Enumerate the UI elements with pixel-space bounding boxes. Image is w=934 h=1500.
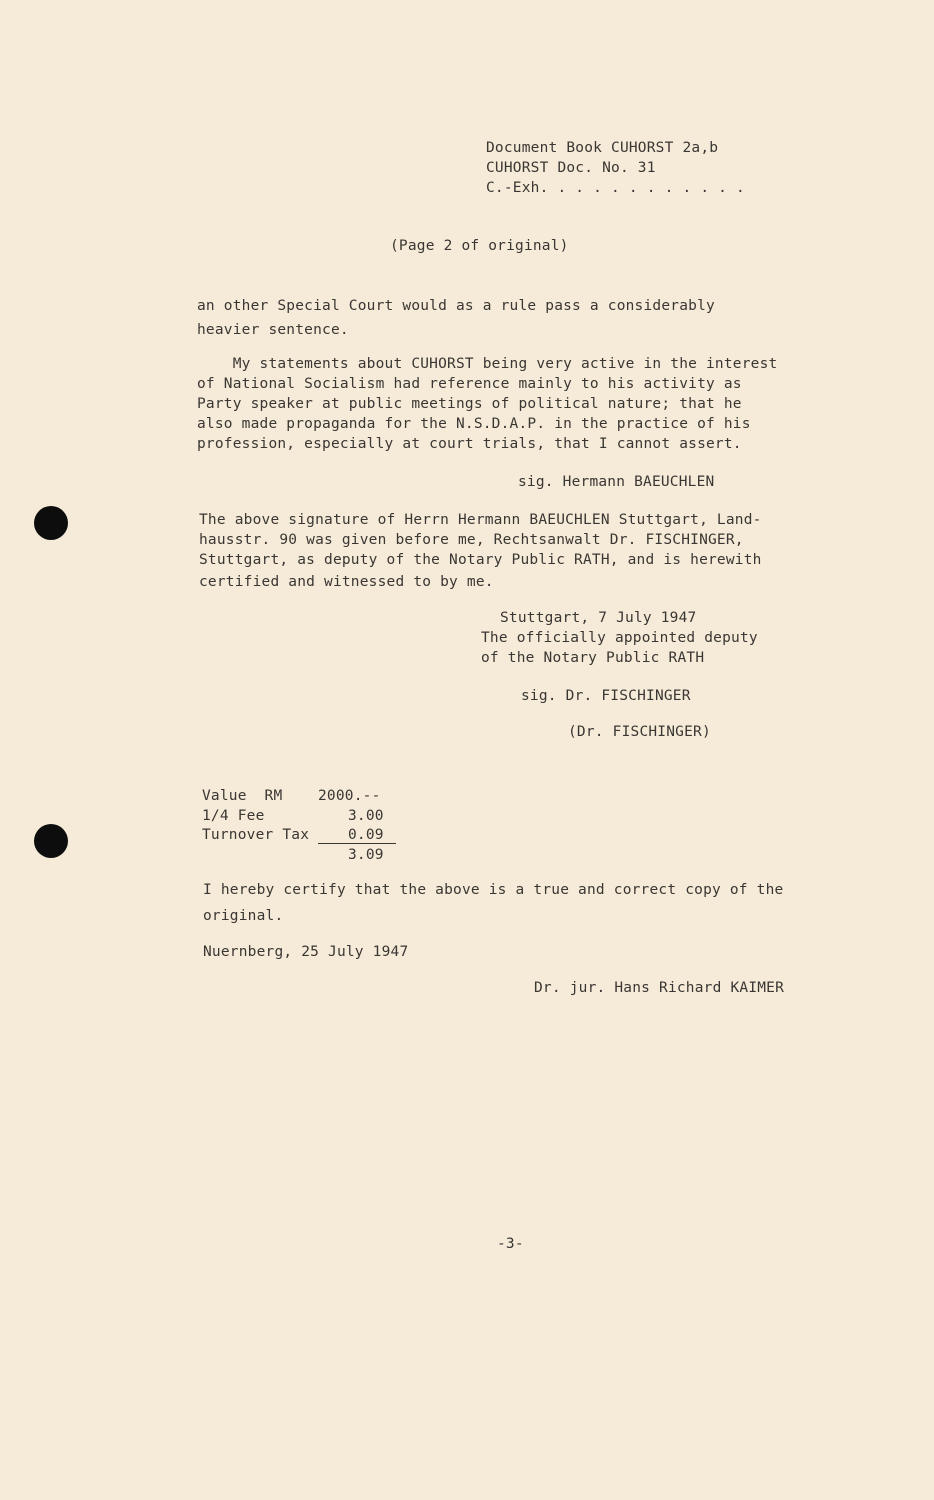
paragraph-2-line-5: profession, especially at court trials, that I cannot assert. (197, 436, 742, 452)
page-of-original-note: (Page 2 of original) (390, 238, 569, 254)
fee-sum-rule (318, 843, 396, 844)
paragraph-1-line-2: heavier sentence. (197, 322, 349, 338)
paragraph-2-line-4: also made propaganda for the N.S.D.A.P. in the practice of his (197, 416, 751, 432)
fee-quarter-label: 1/4 Fee (202, 808, 265, 824)
certifier-name: Dr. jur. Hans Richard KAIMER (534, 980, 785, 996)
fee-quarter-amount: 3.00 (348, 808, 384, 824)
paragraph-3-line-4: certified and witnessed to by me. (199, 574, 494, 590)
signature-baeuchlen: sig. Hermann BAEUCHLEN (518, 474, 715, 490)
paragraph-3-line-3: Stuttgart, as deputy of the Notary Public RATH, and is herewith (199, 552, 762, 568)
notary-name-parenthetical: (Dr. FISCHINGER) (568, 724, 711, 740)
page-number: -3- (497, 1236, 524, 1252)
exhibit-number: C.-Exh. . . . . . . . . . . . (486, 180, 745, 196)
doc-book-reference: Document Book CUHORST 2a,b (486, 140, 719, 156)
paragraph-3-line-2: hausstr. 90 was given before me, Rechtsanwalt Dr. FISCHINGER, (199, 532, 744, 548)
punch-hole-bottom (34, 824, 68, 858)
paragraph-3-line-1: The above signature of Herrn Hermann BAEUCHLEN Stuttgart, Land- (199, 512, 762, 528)
paragraph-2-line-3: Party speaker at public meetings of political nature; that he (197, 396, 742, 412)
paragraph-2-line-1: My statements about CUHORST being very active in the interest (197, 356, 778, 372)
notary-public-line: of the Notary Public RATH (481, 650, 705, 666)
fee-value-amount: 2000.-- (318, 788, 381, 804)
paragraph-1-line-1: an other Special Court would as a rule pass a considerably (197, 298, 715, 314)
punch-hole-top (34, 506, 68, 540)
fee-total: 3.09 (348, 847, 384, 863)
notary-signature: sig. Dr. FISCHINGER (521, 688, 691, 704)
turnover-tax-label: Turnover Tax (202, 827, 310, 843)
certification-line-1: I hereby certify that the above is a true and correct copy of the (203, 882, 784, 898)
turnover-tax-amount: 0.09 (348, 827, 384, 843)
certification-place-date: Nuernberg, 25 July 1947 (203, 944, 409, 960)
notary-place-date: Stuttgart, 7 July 1947 (500, 610, 697, 626)
fee-value-label: Value RM (202, 788, 283, 804)
paragraph-2-line-2: of National Socialism had reference mainly to his activity as (197, 376, 742, 392)
doc-number: CUHORST Doc. No. 31 (486, 160, 656, 176)
notary-deputy-line: The officially appointed deputy (481, 630, 758, 646)
certification-line-2: original. (203, 908, 284, 924)
